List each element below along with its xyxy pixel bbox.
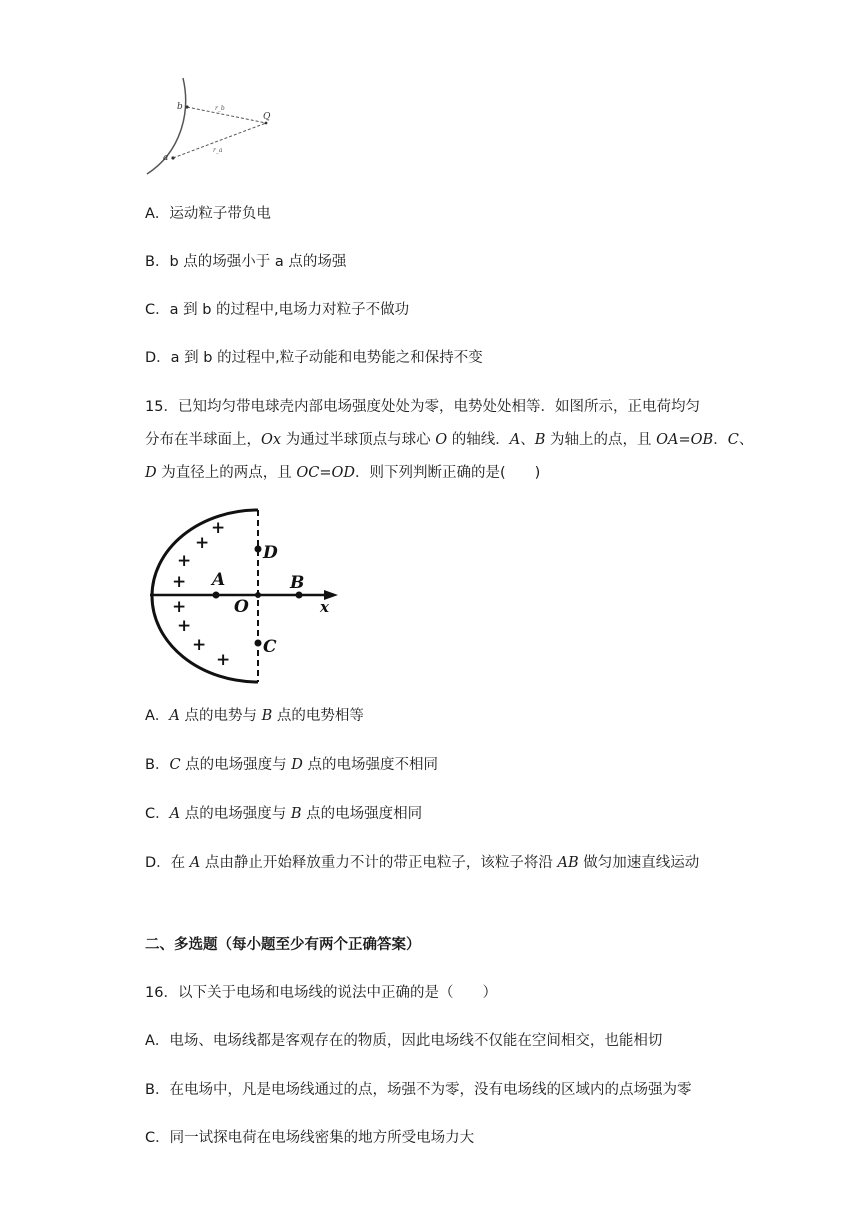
rb-dashed-line (187, 107, 266, 123)
plus-7: + (192, 635, 207, 655)
plus-6: + (177, 616, 192, 636)
point-A (213, 592, 220, 599)
plus-2: + (195, 533, 210, 553)
point-a (171, 156, 174, 159)
point-b (185, 105, 188, 108)
q15-option-d: D．在 A 点由静止开始释放重力不计的带正电粒子，该粒子将沿 AB 做匀加速直线运动 (145, 855, 700, 871)
label-rb: r_b (215, 105, 225, 112)
label-D: D (263, 543, 278, 563)
q14-option-a: A．运动粒子带负电 (145, 206, 271, 222)
hemisphere-figure (148, 506, 348, 686)
label-O: O (234, 597, 249, 617)
q15-stem-line3: D 为直径上的两点，且 OC=OD．则下列判断正确的是( ) (145, 465, 541, 481)
label-ra: r_a (213, 147, 223, 154)
plus-4: + (172, 572, 187, 592)
label-A: A (212, 570, 226, 590)
plus-1: + (211, 518, 226, 538)
q15-stem-line2: 分布在半球面上，Ox 为通过半球顶点与球心 O 的轴线．A、B 为轴上的点，且 OA=OB．C、 (145, 432, 754, 448)
point-O (255, 592, 261, 598)
q15-option-c: C．A 点的电场强度与 B 点的电场强度相同 (145, 806, 423, 822)
q14-option-c: C．a 到 b 的过程中,电场力对粒子不做功 (145, 302, 410, 318)
q16-option-c: C．同一试探电荷在电场线密集的地方所受电场力大 (145, 1130, 475, 1146)
section-heading: 二、多选题（每小题至少有两个正确答案） (145, 937, 421, 953)
q16-option-b: B．在电场中，凡是电场线通过的点，场强不为零，没有电场线的区域内的点场强为零 (145, 1082, 692, 1098)
q14-option-d: D．a 到 b 的过程中,粒子动能和电势能之和保持不变 (145, 350, 483, 366)
label-a: a (163, 153, 169, 163)
label-C: C (263, 637, 277, 657)
plus-3: + (177, 551, 192, 571)
q16-option-a: A．电场、电场线都是客观存在的物质，因此电场线不仅能在空间相交，也能相切 (145, 1033, 663, 1049)
point-C (255, 640, 262, 647)
q14-option-b: B．b 点的场强小于 a 点的场强 (145, 254, 347, 270)
label-b: b (177, 102, 183, 112)
q15-option-b: B．C 点的电场强度与 D 点的电场强度不相同 (145, 757, 439, 773)
charge-q (265, 122, 268, 125)
plus-8: + (216, 650, 231, 670)
label-x: x (320, 598, 329, 616)
label-B: B (290, 573, 305, 593)
trajectory-figure (143, 72, 283, 178)
label-q: Q (263, 112, 271, 122)
point-D (255, 546, 262, 553)
q15-stem-line1: 15．已知均匀带电球壳内部电场强度处处为零，电势处处相等．如图所示，正电荷均匀 (145, 399, 700, 415)
q16-stem: 16．以下关于电场和电场线的说法中正确的是（ ） (145, 985, 497, 1001)
plus-5: + (172, 597, 187, 617)
q15-option-a: A．A 点的电势与 B 点的电势相等 (145, 708, 364, 724)
